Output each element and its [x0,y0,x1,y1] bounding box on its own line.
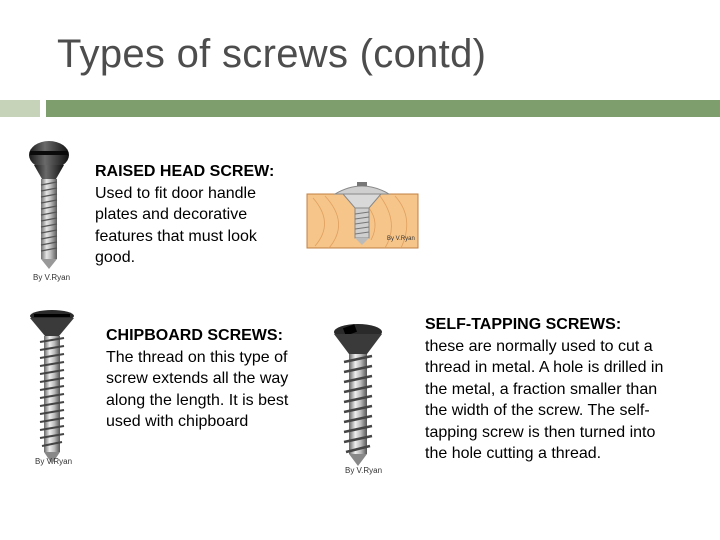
title-divider-light [0,100,40,117]
raised-head-image-credit: By V.Ryan [33,273,71,282]
raised-head-description [95,161,285,269]
slide-title: Types of screws (contd) [57,32,487,76]
chipboard-image-credit: By V.Ryan [35,457,73,466]
raised-head-heading: RAISED HEAD SCREW: [95,163,275,180]
self-tapping-body: these are normally used to cut a thread in metal. A hole is drilled in the metal, a fraction smaller than the width of the screw. The self-tapping screw is then turned into the hole cutting a thread. [425,337,664,462]
chipboard-body: The thread on this type of screw extends all the way along the length. It is best used with chipboard [106,348,289,430]
title-divider-dark [46,100,720,117]
raised-head-screw-image [22,135,82,287]
self-tapping-screw-image [328,320,390,480]
raised-head-body: Used to fit door handle plates and decorative features that must look good. [95,184,257,266]
chipboard-heading: CHIPBOARD SCREWS: [106,327,283,344]
self-tapping-description [425,314,670,465]
chipboard-description [106,325,296,433]
self-tapping-heading: SELF-TAPPING SCREWS: [425,316,622,333]
chipboard-screw-image [25,308,80,468]
self-tapping-image-credit: By V.Ryan [345,466,383,475]
wood-diagram-credit: By V.Ryan [387,236,415,242]
